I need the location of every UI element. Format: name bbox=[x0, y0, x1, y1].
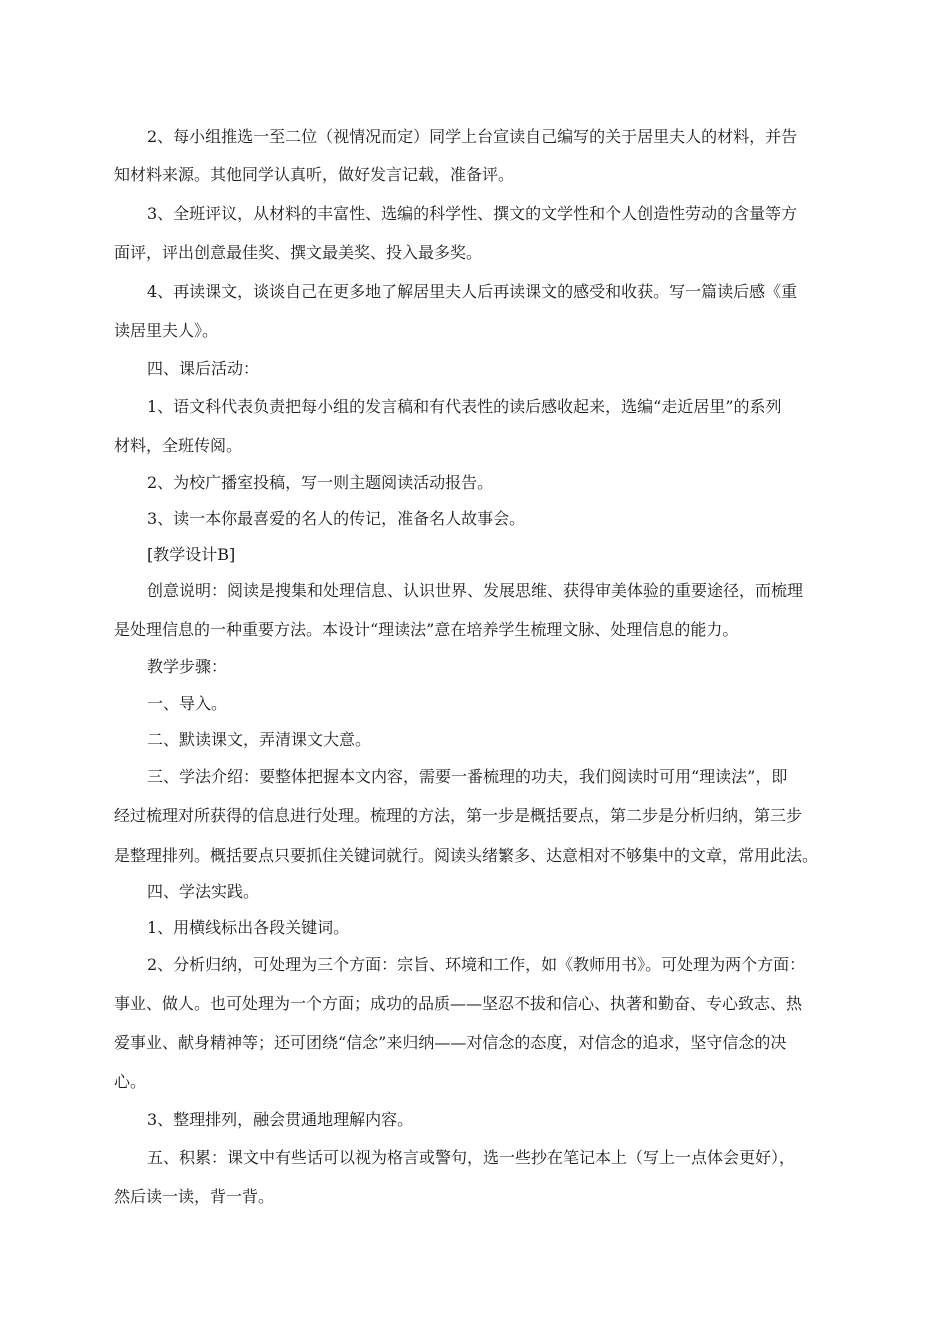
text-line: 1、语文科代表负责把每小组的发言稿和有代表性的读后感收起来，选编“走近居里”的系列 bbox=[147, 397, 782, 416]
text-line: 二、默读课文，弄清课文大意。 bbox=[147, 730, 372, 749]
text-line: 2、为校广播室投稿，写一则主题阅读活动报告。 bbox=[147, 473, 494, 492]
text-line: 然后读一读，背一背。 bbox=[114, 1187, 275, 1206]
text-line: 读居里夫人》。 bbox=[114, 321, 219, 340]
text-line: 心。 bbox=[114, 1072, 147, 1091]
text-line: 是整理排列。概括要点只要抓住关键词就行。阅读头绪繁多、达意相对不够集中的文章，常用此法。 bbox=[114, 846, 819, 865]
text-line: 3、读一本你最喜爱的名人的传记，准备名人故事会。 bbox=[147, 509, 526, 528]
section-heading: 教学步骤： bbox=[147, 657, 228, 676]
text-line: 3、全班评议，从材料的丰富性、选编的科学性、撰文的文学性和个人创造性劳动的含量等方 bbox=[147, 204, 798, 223]
text-line: 2、分析归纳，可处理为三个方面：宗旨、环境和工作，如《教师用书》。可处理为两个方面： bbox=[147, 955, 806, 974]
text-line: 爱事业、献身精神等；还可团绕“信念”来归纳——对信念的态度，对信念的追求，坚守信念的决 bbox=[114, 1033, 787, 1052]
text-line: 经过梳理对所获得的信息进行处理。梳理的方法，第一步是概括要点，第二步是分析归纳，第三步 bbox=[114, 806, 803, 825]
text-line: 五、积累：课文中有些话可以视为格言或警句，选一些抄在笔记本上（写上一点体会更好）， bbox=[147, 1148, 796, 1167]
text-line: 1、用横线标出各段关键词。 bbox=[147, 918, 350, 937]
text-line: 面评，评出创意最佳奖、撰文最美奖、投入最多奖。 bbox=[114, 243, 483, 262]
text-line: 知材料来源。其他同学认真听，做好发言记载，准备评。 bbox=[114, 165, 515, 184]
text-line: 事业、做人。也可处理为一个方面；成功的品质——坚忍不拔和信心、执著和勤奋、专心致志、热 bbox=[114, 994, 803, 1013]
text-line: 2、每小组推选一至二位（视情况而定）同学上台宣读自己编写的关于居里夫人的材料，并告 bbox=[147, 127, 798, 146]
text-line: 3、整理排列，融会贯通地理解内容。 bbox=[147, 1110, 414, 1129]
text-line: 材料，全班传阅。 bbox=[114, 436, 243, 455]
text-line: 三、学法介绍：要整体把握本文内容，需要一番梳理的功夫，我们阅读时可用“理读法”，即 bbox=[147, 767, 788, 786]
text-line: 4、再读课文，谈谈自己在更多地了解居里夫人后再读课文的感受和收获。写一篇读后感《重 bbox=[147, 282, 798, 301]
section-heading: 四、学法实践。 bbox=[147, 882, 260, 901]
section-heading: 四、课后活动： bbox=[147, 359, 260, 378]
text-line: 一、导入。 bbox=[147, 694, 228, 713]
text-line: 是处理信息的一种重要方法。本设计“理读法”意在培养学生梳理文脉、处理信息的能力。 bbox=[114, 620, 739, 639]
section-heading: [教学设计B] bbox=[147, 545, 236, 564]
text-line: 创意说明：阅读是搜集和处理信息、认识世界、发展思维、获得审美体验的重要途径，而梳理 bbox=[147, 581, 804, 600]
